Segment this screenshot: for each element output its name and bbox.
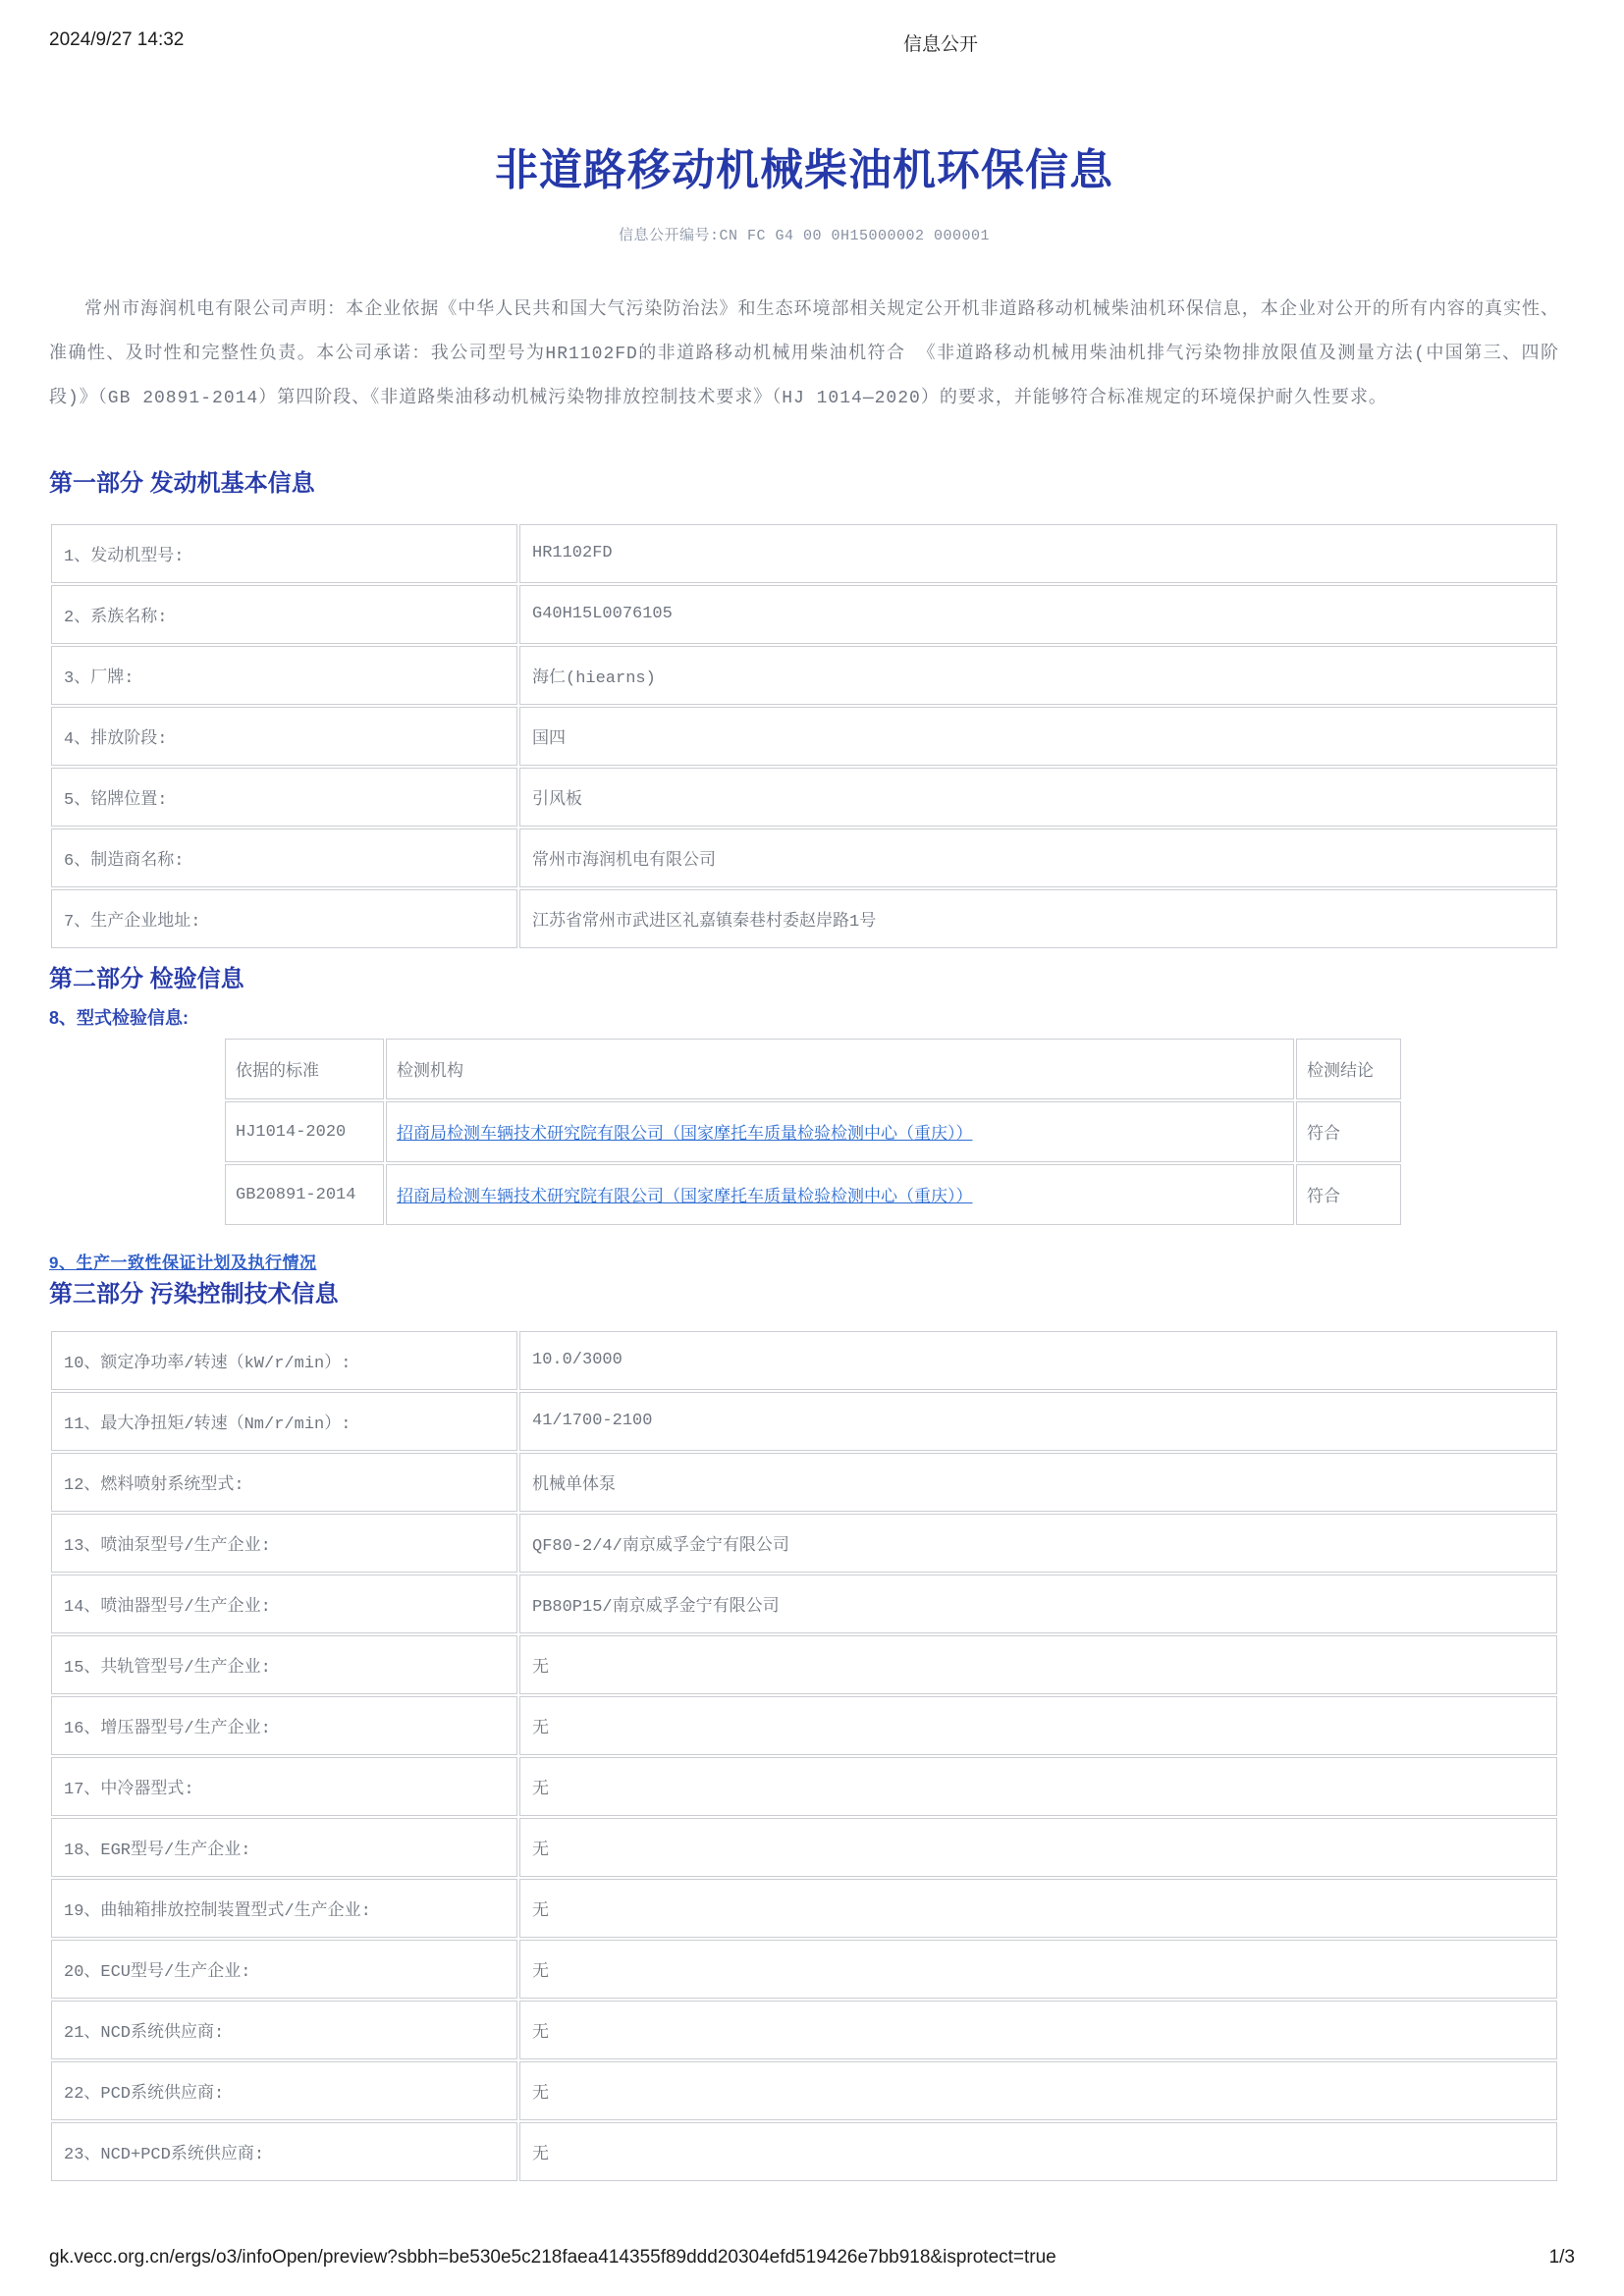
table-row <box>225 1101 1401 1162</box>
table-row <box>51 1575 1557 1633</box>
row-label: 17、中冷器型式: <box>51 1757 517 1816</box>
row-label: 13、喷油泵型号/生产企业: <box>51 1514 517 1573</box>
table-row <box>51 1514 1557 1573</box>
row-label: 18、EGR型号/生产企业: <box>51 1818 517 1877</box>
page-indicator: 1/3 <box>1548 2247 1575 2268</box>
table-row <box>51 1696 1557 1755</box>
table-row <box>51 1331 1557 1390</box>
table-row <box>225 1164 1401 1225</box>
column-header-standard: 依据的标准 <box>225 1039 384 1099</box>
row-value: QF80-2/4/南京威孚金宁有限公司 <box>519 1514 1557 1573</box>
row-value: 常州市海润机电有限公司 <box>519 828 1557 887</box>
type-inspection-sub-heading: 8、型式检验信息: <box>49 1007 189 1028</box>
section-heading-part2: 第二部分 检验信息 <box>49 965 244 992</box>
row-value: 机械单体泵 <box>519 1453 1557 1512</box>
agency-cell <box>386 1164 1294 1225</box>
table-row <box>51 768 1557 827</box>
row-label: 16、增压器型号/生产企业: <box>51 1696 517 1755</box>
row-value: HR1102FD <box>519 524 1557 583</box>
row-value: 无 <box>519 1696 1557 1755</box>
document-title: 非道路移动机械柴油机环保信息 <box>495 146 1113 194</box>
row-label: 23、NCD+PCD系统供应商: <box>51 2122 517 2181</box>
row-value: 引风板 <box>519 768 1557 827</box>
row-label: 5、铭牌位置: <box>51 768 517 827</box>
info-disclosure-code: 信息公开编号:CN FC G4 00 0H15000002 000001 <box>618 228 991 244</box>
row-value: 无 <box>519 1818 1557 1877</box>
row-label: 6、制造商名称: <box>51 828 517 887</box>
row-label: 14、喷油器型号/生产企业: <box>51 1575 517 1633</box>
row-label: 3、厂牌: <box>51 646 517 705</box>
table-row <box>51 524 1557 583</box>
row-value: 无 <box>519 1757 1557 1816</box>
table-row <box>51 1757 1557 1816</box>
row-label: 12、燃料喷射系统型式: <box>51 1453 517 1512</box>
inspection-table-wrap <box>223 1037 1559 1227</box>
print-page-title: 信息公开 <box>902 34 979 55</box>
row-value: 海仁(hiearns) <box>519 646 1557 705</box>
engine-basic-info-table <box>49 522 1559 950</box>
print-footer <box>49 2247 1575 2269</box>
table-row <box>51 1818 1557 1877</box>
document-content <box>49 0 1559 2183</box>
table-row <box>51 585 1557 644</box>
print-footer-url: gk.vecc.org.cn/ergs/o3/infoOpen/preview?sbbh=be530e5c218faea414355f89ddd20304efd519426e7bb918&isprotect=true <box>49 2247 1056 2268</box>
row-label: 11、最大净扭矩/转速（Nm/r/min）: <box>51 1392 517 1451</box>
row-value: 无 <box>519 1940 1557 1999</box>
standard-cell: HJ1014-2020 <box>225 1101 384 1162</box>
row-label: 20、ECU型号/生产企业: <box>51 1940 517 1999</box>
production-consistency-link[interactable]: 9、生产一致性保证计划及执行情况 <box>49 1254 317 1273</box>
row-label: 4、排放阶段: <box>51 707 517 766</box>
row-label: 7、生产企业地址: <box>51 889 517 948</box>
row-label: 2、系族名称: <box>51 585 517 644</box>
agency-cell <box>386 1101 1294 1162</box>
table-row <box>51 1940 1557 1999</box>
row-value: 无 <box>519 2001 1557 2059</box>
table-row <box>51 707 1557 766</box>
row-label: 1、发动机型号: <box>51 524 517 583</box>
table-row <box>51 1879 1557 1938</box>
row-value: 无 <box>519 2122 1557 2181</box>
conclusion-cell: 符合 <box>1296 1164 1401 1225</box>
inspection-agency-link[interactable]: 招商局检测车辆技术研究院有限公司（国家摩托车质量检验检测中心（重庆）） <box>397 1189 973 1208</box>
row-label: 21、NCD系统供应商: <box>51 2001 517 2059</box>
row-value: 10.0/3000 <box>519 1331 1557 1390</box>
row-value: 江苏省常州市武进区礼嘉镇秦巷村委赵岸路1号 <box>519 889 1557 948</box>
column-header-conclusion: 检测结论 <box>1296 1039 1401 1099</box>
table-row <box>51 1453 1557 1512</box>
table-row <box>51 2001 1557 2059</box>
table-row <box>51 828 1557 887</box>
section-heading-part3: 第三部分 污染控制技术信息 <box>49 1281 339 1308</box>
section-heading-part1: 第一部分 发动机基本信息 <box>49 470 315 497</box>
row-value: G40H15L0076105 <box>519 585 1557 644</box>
row-value: PB80P15/南京威孚金宁有限公司 <box>519 1575 1557 1633</box>
row-label: 19、曲轴箱排放控制装置型式/生产企业: <box>51 1879 517 1938</box>
row-value: 41/1700-2100 <box>519 1392 1557 1451</box>
table-row <box>51 2061 1557 2120</box>
table-row <box>51 889 1557 948</box>
declaration-paragraph: 常州市海润机电有限公司声明：本企业依据《中华人民共和国大气污染防治法》和生态环境部相关规定公开机非道路移动机械柴油机环保信息，本企业对公开的所有内容的真实性、准确性、及时性和完整性负责。本公司承诺：我公司型号为HR1102FD的非道路移动机械用柴油机符合 《非道路移动机械用柴油机排气污染物排放限值及测量方法(中国第三、四阶段)》（GB 20891-2014）第四阶段、《非道路柴油移动机械污染物排放控制技术要求》（HJ 1014—2020）的要求，并能够符合标准规定的环境保护耐久性要求。 <box>49 300 1559 408</box>
table-row <box>51 646 1557 705</box>
row-value: 国四 <box>519 707 1557 766</box>
conclusion-cell: 符合 <box>1296 1101 1401 1162</box>
print-timestamp: 2024/9/27 14:32 <box>49 29 185 50</box>
table-header-row <box>225 1039 1401 1099</box>
table-row <box>51 1392 1557 1451</box>
pollution-control-info-table <box>49 1329 1559 2183</box>
table-row <box>51 2122 1557 2181</box>
row-label: 10、额定净功率/转速（kW/r/min）: <box>51 1331 517 1390</box>
row-label: 22、PCD系统供应商: <box>51 2061 517 2120</box>
row-value: 无 <box>519 1879 1557 1938</box>
column-header-agency: 检测机构 <box>386 1039 1294 1099</box>
standard-cell: GB20891-2014 <box>225 1164 384 1225</box>
type-inspection-table <box>223 1037 1403 1227</box>
table-row <box>51 1635 1557 1694</box>
inspection-agency-link[interactable]: 招商局检测车辆技术研究院有限公司（国家摩托车质量检验检测中心（重庆）） <box>397 1126 973 1146</box>
row-label: 15、共轨管型号/生产企业: <box>51 1635 517 1694</box>
row-value: 无 <box>519 1635 1557 1694</box>
row-value: 无 <box>519 2061 1557 2120</box>
